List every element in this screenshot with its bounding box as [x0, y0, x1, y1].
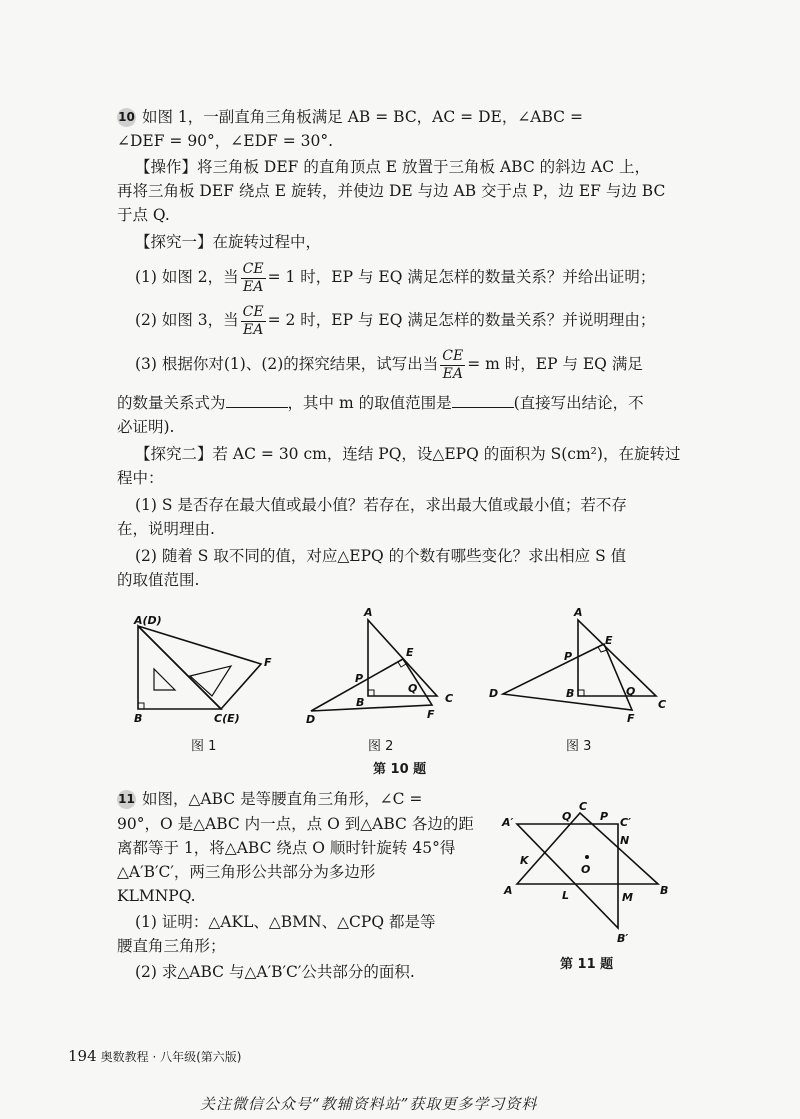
figure-11-diagram	[496, 798, 686, 946]
point-label: A	[504, 884, 513, 897]
triangle-a-b-c-prime	[517, 824, 618, 928]
point-label: Q	[626, 685, 636, 698]
point-label: C′	[620, 816, 631, 829]
point-label: B	[134, 712, 143, 725]
point-label: K	[520, 854, 529, 867]
book-title: 奥数教程 · 八年级(第六版)	[100, 1050, 242, 1064]
point-label: F	[427, 708, 435, 721]
q10-explore2-sub2: (2) 随着 S 取不同的值，对应△EPQ 的个数有哪些变化？求出相应 S 值	[135, 547, 627, 565]
question-number-badge: 10	[117, 108, 136, 127]
point-label: B′	[617, 932, 629, 945]
q10-sub3-line-2: 的数量关系式为 ，其中 m 的取值范围是 (直接写出结论，不	[117, 394, 644, 412]
point-label: C	[658, 698, 667, 711]
point-label: C(E)	[214, 712, 240, 725]
q11-sub1-line-2: 腰直角三角形；	[117, 937, 226, 955]
q11-line-5: KLMNPQ.	[117, 887, 196, 905]
figure-2-label: 图 2	[368, 739, 394, 754]
q10-operation-line-3: 于点 Q.	[117, 206, 170, 224]
q10-operation-line-1: 【操作】将三角板 DEF 的直角顶点 E 放置于三角板 ABC 的斜边 AC 上，	[135, 158, 651, 176]
fraction-ce-ea: $\frac{CE}{EA}$	[242, 260, 264, 295]
q10-sub3-line-3: 必证明).	[117, 418, 175, 436]
point-label: D	[489, 687, 499, 700]
q10-explore2-sub1: (1) S 是否存在最大值或最小值？若存在，求出最大值或最小值；若不存	[135, 496, 627, 514]
point-label: P	[600, 810, 609, 823]
question-10-caption: 第 10 题	[373, 762, 427, 777]
answer-blank[interactable]	[226, 393, 288, 408]
point-label: E	[605, 634, 613, 647]
point-label: B	[356, 696, 365, 709]
point-label: O	[581, 863, 591, 876]
point-label: Q	[562, 810, 572, 823]
triangle-abc	[368, 620, 437, 696]
point-label: F	[627, 712, 635, 725]
q11-sub1: (1) 证明：△AKL、△BMN、△CPQ 都是等	[135, 913, 436, 931]
q10-explore2-sub1-line-2: 在，说明理由.	[117, 520, 215, 538]
point-o-dot	[585, 855, 589, 859]
point-label: A(D)	[134, 614, 162, 627]
q10-line-1: 10 如图 1，一副直角三角板满足 AB = BC，AC = DE，∠ABC =	[118, 108, 583, 126]
question-11-caption: 第 11 题	[560, 957, 614, 972]
q11-line-2: 90°，O 是△ABC 内一点，点 O 到△ABC 各边的距	[117, 815, 474, 833]
page-number: 194	[68, 1047, 97, 1065]
q10-explore2-line-2: 程中：	[117, 469, 164, 487]
point-label: A	[574, 606, 583, 619]
q10-sub2: (2) 如图 3，当 $\frac{CE}{EA}$ = 2 时，EP 与 EQ 满足怎样的数量关系？并说明理由；	[135, 303, 656, 338]
figure-2-diagram	[300, 602, 465, 727]
q10-explore2-line-1: 【探究二】若 AC = 30 cm，连结 PQ，设△EPQ 的面积为 S(cm²)，在旋转过	[135, 445, 681, 463]
point-label: M	[622, 891, 633, 904]
triangle-abc	[578, 620, 656, 696]
q10-explore2-sub2-line-2: 的取值范围.	[117, 571, 200, 589]
point-label: P	[564, 650, 573, 663]
fraction-ce-ea: $\frac{CE}{EA}$	[242, 303, 264, 338]
figure-3-diagram	[486, 604, 676, 728]
point-label: P	[355, 672, 364, 685]
point-label: L	[562, 889, 570, 902]
point-label: A′	[502, 816, 514, 829]
q11-line-4: △A′B′C′，两三角形公共部分为多边形	[117, 863, 376, 881]
q11-sub2: (2) 求△ABC 与△A′B′C′公共部分的面积.	[135, 963, 415, 981]
page-footer	[68, 1047, 241, 1065]
point-label: A	[364, 606, 373, 619]
point-label: B	[660, 884, 669, 897]
question-number-badge: 11	[117, 790, 136, 809]
figure-1-diagram	[128, 614, 288, 726]
q10-line-2: ∠DEF = 90°，∠EDF = 30°.	[117, 132, 334, 150]
q10-operation-line-2: 再将三角板 DEF 绕点 E 旋转，并使边 DE 与边 AB 交于点 P，边 EF 与边 BC	[117, 182, 666, 200]
figure-1-label: 图 1	[191, 739, 217, 754]
figure-3-label: 图 3	[566, 739, 592, 754]
point-label: C	[445, 692, 454, 705]
point-label: Q	[408, 682, 418, 695]
point-label: B	[566, 687, 575, 700]
watermark-text: 关注微信公众号“教辅资料站”获取更多学习资料	[200, 1095, 538, 1113]
point-label: F	[264, 656, 272, 669]
answer-blank[interactable]	[452, 393, 514, 408]
q10-explore1-heading: 【探究一】在旋转过程中，	[135, 233, 322, 251]
point-label: E	[406, 646, 414, 659]
triangle-def	[138, 626, 261, 709]
q11-line-1: 11 如图，△ABC 是等腰直角三角形，∠C =	[118, 790, 423, 808]
fraction-ce-ea: $\frac{CE}{EA}$	[442, 347, 464, 382]
point-label: C	[579, 800, 588, 813]
point-label: N	[620, 834, 630, 847]
q10-sub1: (1) 如图 2，当 $\frac{CE}{EA}$ = 1 时，EP 与 EQ 满足怎样的数量关系？并给出证明；	[135, 260, 656, 295]
q11-line-3: 离都等于 1，将△ABC 绕点 O 顺时针旋转 45°得	[117, 839, 456, 857]
q10-sub3: (3) 根据你对(1)、(2)的探究结果，试写出当 $\frac{CE}{EA}$ = m 时，EP 与 EQ 满足	[135, 347, 643, 382]
point-label: D	[306, 713, 316, 726]
